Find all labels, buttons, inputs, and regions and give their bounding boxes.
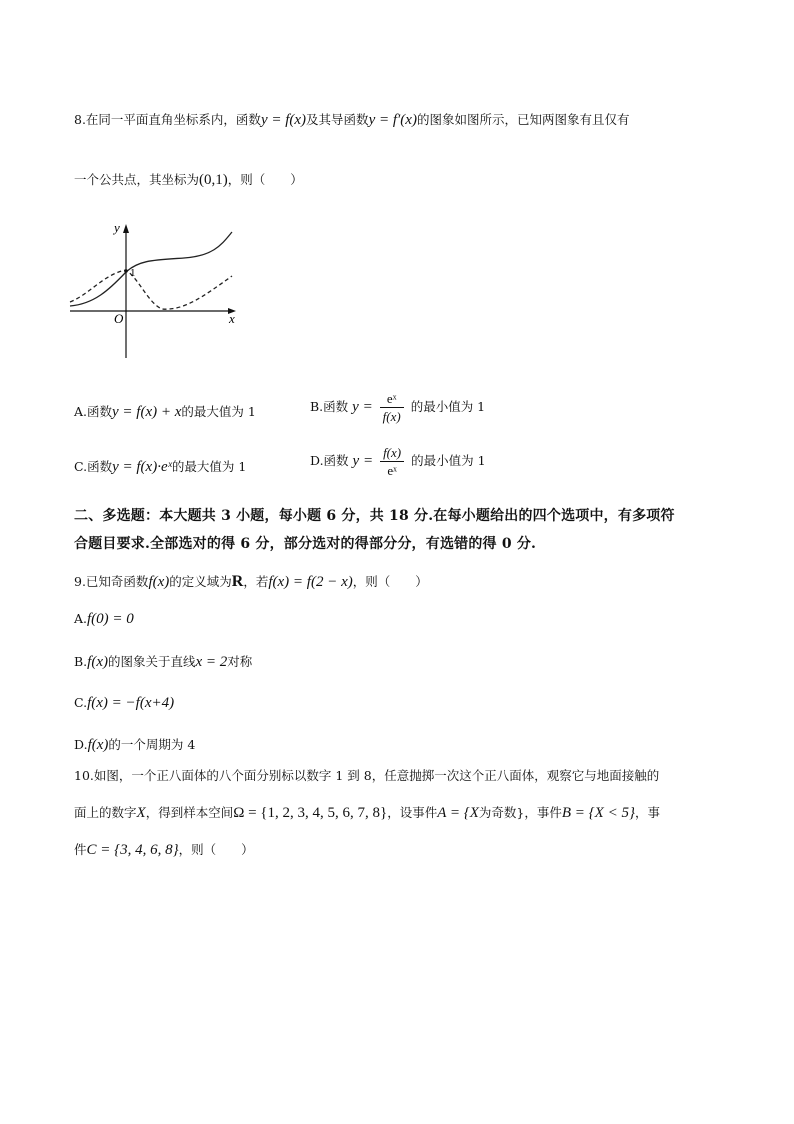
q8-option-c: C.函数y = f(x)·eˣ的最大值为 1: [74, 459, 247, 475]
x-axis-label: x: [229, 311, 235, 326]
q10-stem-line3: 件C = {3, 4, 6, 8}，则（ ）: [74, 842, 254, 858]
q9-stem: 9.已知奇函数f(x)的定义域为R，若f(x) = f(2 − x)，则（ ）: [74, 573, 428, 590]
q8-option-d: D.函数 y = $\frac{f(x)}{\text{eˣ}}$ 的最小值为 1: [310, 445, 486, 478]
q10-stem-line1: 10.如图，一个正八面体的八个面分别标以数字 1 到 8，任意抛掷一次这个正八面体，观察它与地面接触的: [74, 768, 660, 783]
q9-option-a: A.f(0) = 0: [74, 611, 134, 627]
section-heading-line1: 二、多选题：本大题共 3 小题，每小题 6 分，共 18 分.在每小题给出的四个选项中，有多项符: [74, 508, 675, 524]
q8-option-a: A.函数y = f(x) + x的最大值为 1: [74, 404, 256, 420]
q9-option-d: D.f(x)的一个周期为 4: [74, 737, 196, 753]
point-label: 1: [130, 267, 136, 279]
q10-stem-line2: 面上的数字X，得到样本空间Ω = {1, 2, 3, 4, 5, 6, 7, 8}，设事件A = {X为奇数}，事件B = {X < 5}，事: [74, 805, 660, 821]
point-coordinate: (0,1): [199, 172, 228, 188]
fraction: $\frac{\text{eˣ}}{f(x)}$: [380, 392, 404, 423]
q8-option-b: B.函数 y = $\frac{\text{eˣ}}{f(x)}$ 的最小值为 1: [310, 391, 486, 424]
q8-stem-line2: 一个公共点，其坐标为(0,1)，则（ ）: [74, 172, 303, 188]
formula-fprime: y = f′(x): [368, 112, 417, 128]
origin-label: O: [114, 311, 124, 326]
curve-f: [70, 232, 232, 306]
fraction: $\frac{f(x)}{\text{eˣ}}$: [380, 446, 404, 477]
formula-f: y = f(x): [260, 112, 307, 128]
section-heading-line2: 合题目要求.全部选对的得 6 分，部分选对的得部分分，有选错的得 0 分.: [74, 536, 537, 552]
q9-option-b: B.f(x)的图象关于直线x = 2对称: [74, 654, 253, 670]
intersection-point: [124, 269, 128, 273]
y-axis-arrow: [123, 224, 129, 233]
q9-option-c: C.f(x) = −f(x+4): [74, 695, 175, 711]
q8-function-graph: [64, 218, 244, 360]
y-axis-label: y: [114, 220, 120, 235]
q8-stem-line1: 8.在同一平面直角坐标系内，函数y = f(x)及其导函数y = f′(x)的图象如图所示，已知两图象有且仅有: [74, 112, 630, 128]
curve-fprime: [70, 270, 232, 309]
